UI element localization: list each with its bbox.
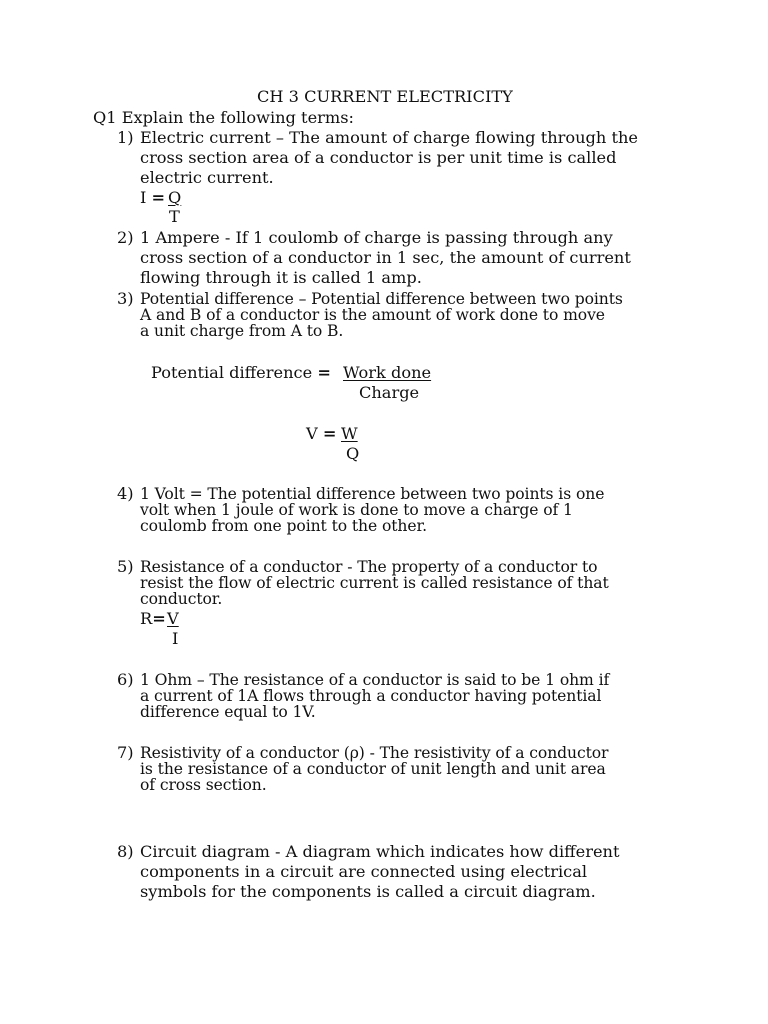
formula-lhs: Potential difference = xyxy=(151,363,331,382)
item-text-line: 1 Ampere - If 1 coulomb of charge is passing through any xyxy=(140,228,613,247)
item-text-line: Resistivity of a conductor (ρ) - The resistivity of a conductor xyxy=(140,744,609,762)
item-number: 8) xyxy=(117,842,134,861)
item-text-line: difference equal to 1V. xyxy=(140,703,316,721)
formula-denominator: T xyxy=(169,207,180,226)
page-title: CH 3 CURRENT ELECTRICITY xyxy=(257,87,513,106)
item-text-line: is the resistance of a conductor of unit length and unit area xyxy=(140,760,606,778)
item-text-line: Circuit diagram - A diagram which indicates how different xyxy=(140,842,620,861)
formula-numerator: W xyxy=(341,424,358,443)
item-number: 5) xyxy=(117,557,134,576)
item-number: 6) xyxy=(117,670,134,689)
formula-lhs: R= xyxy=(140,609,166,628)
item-number: 2) xyxy=(117,228,134,247)
formula-numerator: V xyxy=(167,609,179,628)
item-text-line: Resistance of a conductor - The property of a conductor to xyxy=(140,558,598,576)
item-text-line: of cross section. xyxy=(140,776,267,794)
formula-denominator: I xyxy=(172,629,179,648)
formula-lhs: V = xyxy=(306,424,337,443)
item-text-line: a unit charge from A to B. xyxy=(140,322,344,340)
item-text-line: A and B of a conductor is the amount of work done to move xyxy=(140,306,605,324)
formula-denominator: Charge xyxy=(359,383,420,402)
formula-lhs: I = xyxy=(140,188,166,207)
item-text-line: conductor. xyxy=(140,590,223,608)
item-number: 1) xyxy=(117,128,134,147)
item-text-line: a current of 1A flows through a conductor having potential xyxy=(140,687,602,705)
item-text-line: 1 Ohm – The resistance of a conductor is said to be 1 ohm if xyxy=(140,671,610,689)
item-number: 3) xyxy=(117,289,134,308)
item-text-line: electric current. xyxy=(140,168,274,187)
item-text-line: components in a circuit are connected using electrical xyxy=(140,862,588,881)
item-number: 4) xyxy=(117,484,134,503)
formula-denominator: Q xyxy=(346,444,360,463)
item-text-line: coulomb from one point to the other. xyxy=(140,517,427,535)
item-text-line: cross section area of a conductor is per unit time is called xyxy=(140,148,617,167)
formula-numerator: Q xyxy=(168,188,182,207)
item-text-line: Potential difference – Potential difference between two points xyxy=(140,290,623,308)
item-text-line: 1 Volt = The potential difference between two points is one xyxy=(140,485,605,503)
item-text-line: symbols for the components is called a circuit diagram. xyxy=(140,882,596,901)
formula-numerator: Work done xyxy=(343,363,432,382)
item-text-line: resist the flow of electric current is called resistance of that xyxy=(140,574,609,592)
item-text-line: Electric current – The amount of charge flowing through the xyxy=(140,128,638,147)
question-heading: Q1 Explain the following terms: xyxy=(93,108,354,127)
item-number: 7) xyxy=(117,743,134,762)
item-text-line: cross section of a conductor in 1 sec, the amount of current xyxy=(140,248,631,267)
item-text-line: volt when 1 joule of work is done to move a charge of 1 xyxy=(140,501,573,519)
item-text-line: flowing through it is called 1 amp. xyxy=(140,268,422,287)
